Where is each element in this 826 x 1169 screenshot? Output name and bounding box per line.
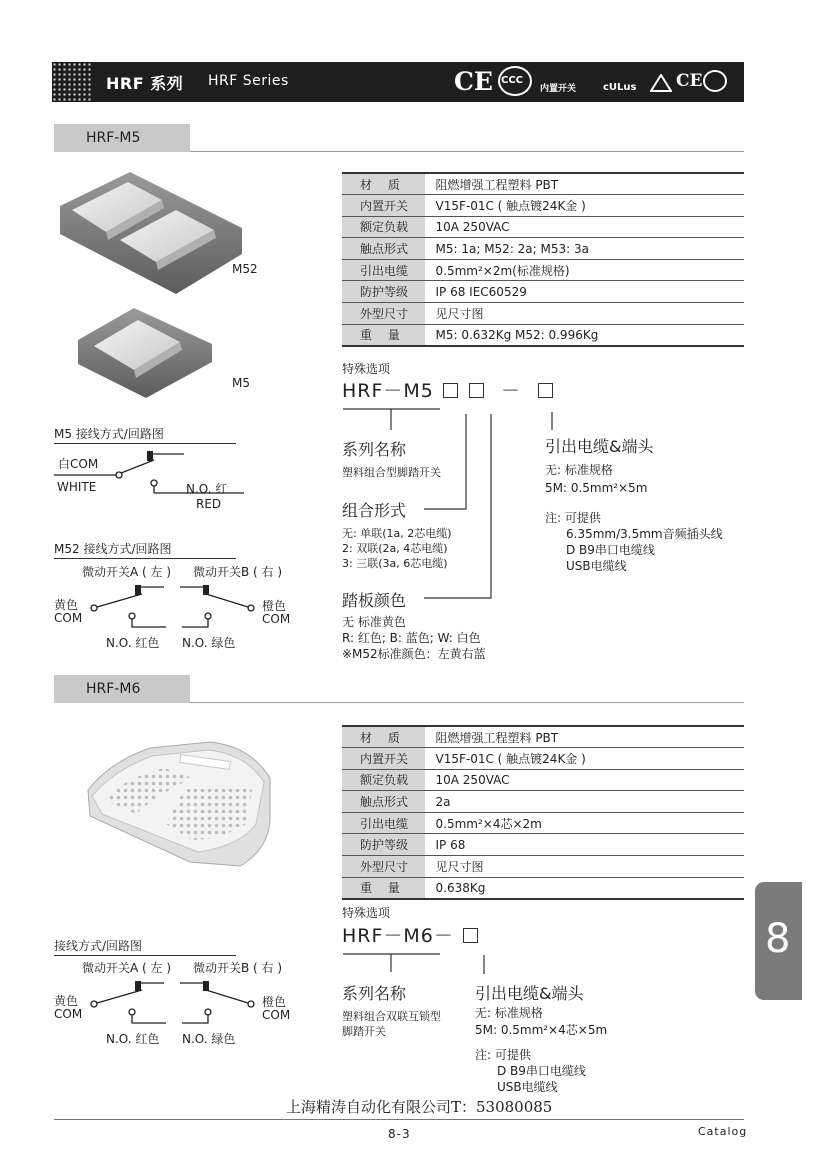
list-item: 无 标准黄色	[342, 615, 406, 629]
m5-wiring-red-label: RED	[196, 497, 222, 511]
m52-wiring-title: M52 接线方式/回路图	[54, 540, 236, 559]
ce-mark-icon: CE	[454, 67, 493, 96]
list-item: R: 红色; B: 蓝色; W: 白色	[342, 631, 481, 645]
model-dash: －	[501, 380, 522, 402]
spec-key: 外型尺寸	[342, 856, 425, 878]
spec-value: M5: 0.632Kg M52: 0.996Kg	[425, 324, 744, 346]
m52-caption: M52	[232, 262, 258, 276]
spec-value: IP 68 IEC60529	[425, 281, 744, 303]
m6-special-options-label: 特殊选项	[342, 906, 391, 920]
spec-key: 额定负载	[342, 216, 425, 238]
m6-note-title: 注: 可提供	[475, 1048, 531, 1062]
spec-key: 引出电缆	[342, 812, 425, 834]
chapter-number: 8	[765, 916, 791, 962]
list-item: 5M: 0.5mm²×5m	[545, 481, 648, 495]
spec-value: 10A 250VAC	[425, 769, 744, 791]
spec-key: 触点形式	[342, 791, 425, 813]
model-prefix: HRF－M5	[342, 380, 434, 402]
m6-right-color-label: 橙色	[262, 995, 287, 1009]
list-item: D B9串口电缆线	[497, 1064, 586, 1078]
spec-key: 防护等级	[342, 834, 425, 856]
list-item: 2: 双联(2a, 4芯电缆)	[342, 542, 448, 555]
spec-value: 阻燃增强工程塑料 PBT	[425, 173, 744, 195]
m5-series-desc: 塑料组合型脚踏开关	[342, 466, 441, 479]
spec-key: 重 量	[342, 324, 425, 346]
m5-wiring-title: M5 接线方式/回路图	[54, 425, 236, 444]
spec-key: 外型尺寸	[342, 303, 425, 325]
m6-left-color-label: 黄色	[54, 994, 79, 1008]
series-desc-line: 塑料组合双联互锁型	[342, 1010, 441, 1023]
m6-right-com-label: COM	[262, 1008, 291, 1022]
spec-key: 重 量	[342, 877, 425, 899]
m52-switch-b-label: 微动开关B ( 右 )	[193, 565, 283, 579]
m52-left-color-label: 黄色	[54, 598, 79, 612]
spec-value: 0.5mm²×4芯×2m	[425, 812, 744, 834]
catalog-label: Catalog	[698, 1125, 748, 1138]
m6-circuit-diagram	[86, 980, 258, 1030]
list-item: D B9串口电缆线	[566, 543, 655, 557]
ce-mark-small-icon: CE	[676, 71, 703, 91]
list-item: ※M52标准颜色：左黄右蓝	[342, 647, 486, 661]
m52-right-com-label: COM	[262, 612, 291, 626]
list-item: 无: 标准规格	[475, 1006, 543, 1020]
m6-cable-list	[475, 1005, 607, 1038]
m52-no-green-label: N.O. 绿色	[182, 636, 236, 650]
m6-left-com-label: COM	[54, 1007, 83, 1021]
spec-value: V15F-01C ( 触点镀24K金 )	[425, 195, 744, 217]
section-label-m5: HRF-M5	[54, 124, 190, 152]
m5-special-options-label: 特殊选项	[342, 362, 391, 376]
spec-value: 10A 250VAC	[425, 216, 744, 238]
list-item: 6.35mm/3.5mm音频插头线	[566, 527, 723, 541]
spec-value: 阻燃增强工程塑料 PBT	[425, 726, 744, 748]
series-title: HRF 系列	[106, 74, 184, 93]
spec-value: 0.638Kg	[425, 877, 744, 899]
company-contact: 上海精涛自动化有限公司T：53080085	[286, 1098, 553, 1116]
m6-switch-a-label: 微动开关A ( 左 )	[82, 961, 172, 975]
spec-value: M5: 1a; M52: 2a; M53: 3a	[425, 238, 744, 260]
m5-cable-title: 引出电缆&端头	[545, 437, 654, 456]
m6-no-green-label: N.O. 绿色	[182, 1032, 236, 1046]
spec-key: 额定负载	[342, 769, 425, 791]
ccc-mark-icon: CCC	[498, 66, 532, 96]
spec-value: IP 68	[425, 834, 744, 856]
series-subtitle: HRF Series	[208, 73, 289, 89]
spec-key: 触点形式	[342, 238, 425, 260]
list-item: 5M: 0.5mm²×4芯×5m	[475, 1023, 608, 1037]
m6-note-list	[497, 1063, 586, 1095]
m6-cable-title: 引出电缆&端头	[475, 984, 584, 1003]
m52-switch-a-label: 微动开关A ( 左 )	[82, 565, 172, 579]
spec-value: 见尺寸图	[425, 856, 744, 878]
list-item: USB电缆线	[497, 1080, 558, 1094]
spec-key: 材 质	[342, 173, 425, 195]
spec-key: 内置开关	[342, 748, 425, 770]
m6-no-red-label: N.O. 红色	[106, 1032, 160, 1046]
m52-left-com-label: COM	[54, 611, 83, 625]
spec-key: 材 质	[342, 726, 425, 748]
list-item: USB电缆线	[566, 559, 627, 573]
m5-wiring-no-label: N.O. 红	[186, 482, 228, 496]
m52-right-color-label: 橙色	[262, 599, 287, 613]
model-prefix: HRF－M6－	[342, 925, 454, 947]
m6-wiring-title: 接线方式/回路图	[54, 937, 236, 956]
series-desc-line: 脚踏开关	[342, 1025, 386, 1038]
section-label-m6: HRF-M6	[54, 675, 190, 703]
ul-mark-icon: cULus	[603, 82, 637, 93]
m52-no-red-label: N.O. 红色	[106, 636, 160, 650]
spec-value: V15F-01C ( 触点镀24K金 )	[425, 748, 744, 770]
m6-switch-b-label: 微动开关B ( 右 )	[193, 961, 283, 975]
m5-pedal-color-title: 踏板颜色	[342, 591, 407, 610]
list-item: 3: 三联(3a, 6芯电缆)	[342, 557, 448, 570]
spec-key: 防护等级	[342, 281, 425, 303]
m5-combo-title: 组合形式	[342, 501, 407, 520]
list-item: 无: 单联(1a, 2芯电缆)	[342, 527, 452, 540]
spec-value: 2a	[425, 791, 744, 813]
m6-series-desc	[342, 1009, 441, 1039]
m5-note-title: 注: 可提供	[545, 511, 601, 525]
m5-wiring-com-label: 白COM	[58, 457, 99, 471]
page-number: 8-3	[388, 1127, 411, 1141]
spec-value: 0.5mm²×2m(标准规格)	[425, 259, 744, 281]
list-item: 无: 标准规格	[545, 463, 613, 477]
spec-key: 内置开关	[342, 195, 425, 217]
footer-divider	[54, 1119, 744, 1120]
m5-wiring-white-label: WHITE	[57, 480, 97, 494]
chapter-side-tab	[755, 882, 802, 1000]
m5-caption: M5	[232, 376, 250, 390]
spec-value: 见尺寸图	[425, 303, 744, 325]
m5-series-name: 系列名称	[342, 440, 407, 459]
spec-key: 引出电缆	[342, 259, 425, 281]
m6-series-name: 系列名称	[342, 984, 407, 1003]
builtin-switch-label: 内置开关	[540, 84, 577, 94]
